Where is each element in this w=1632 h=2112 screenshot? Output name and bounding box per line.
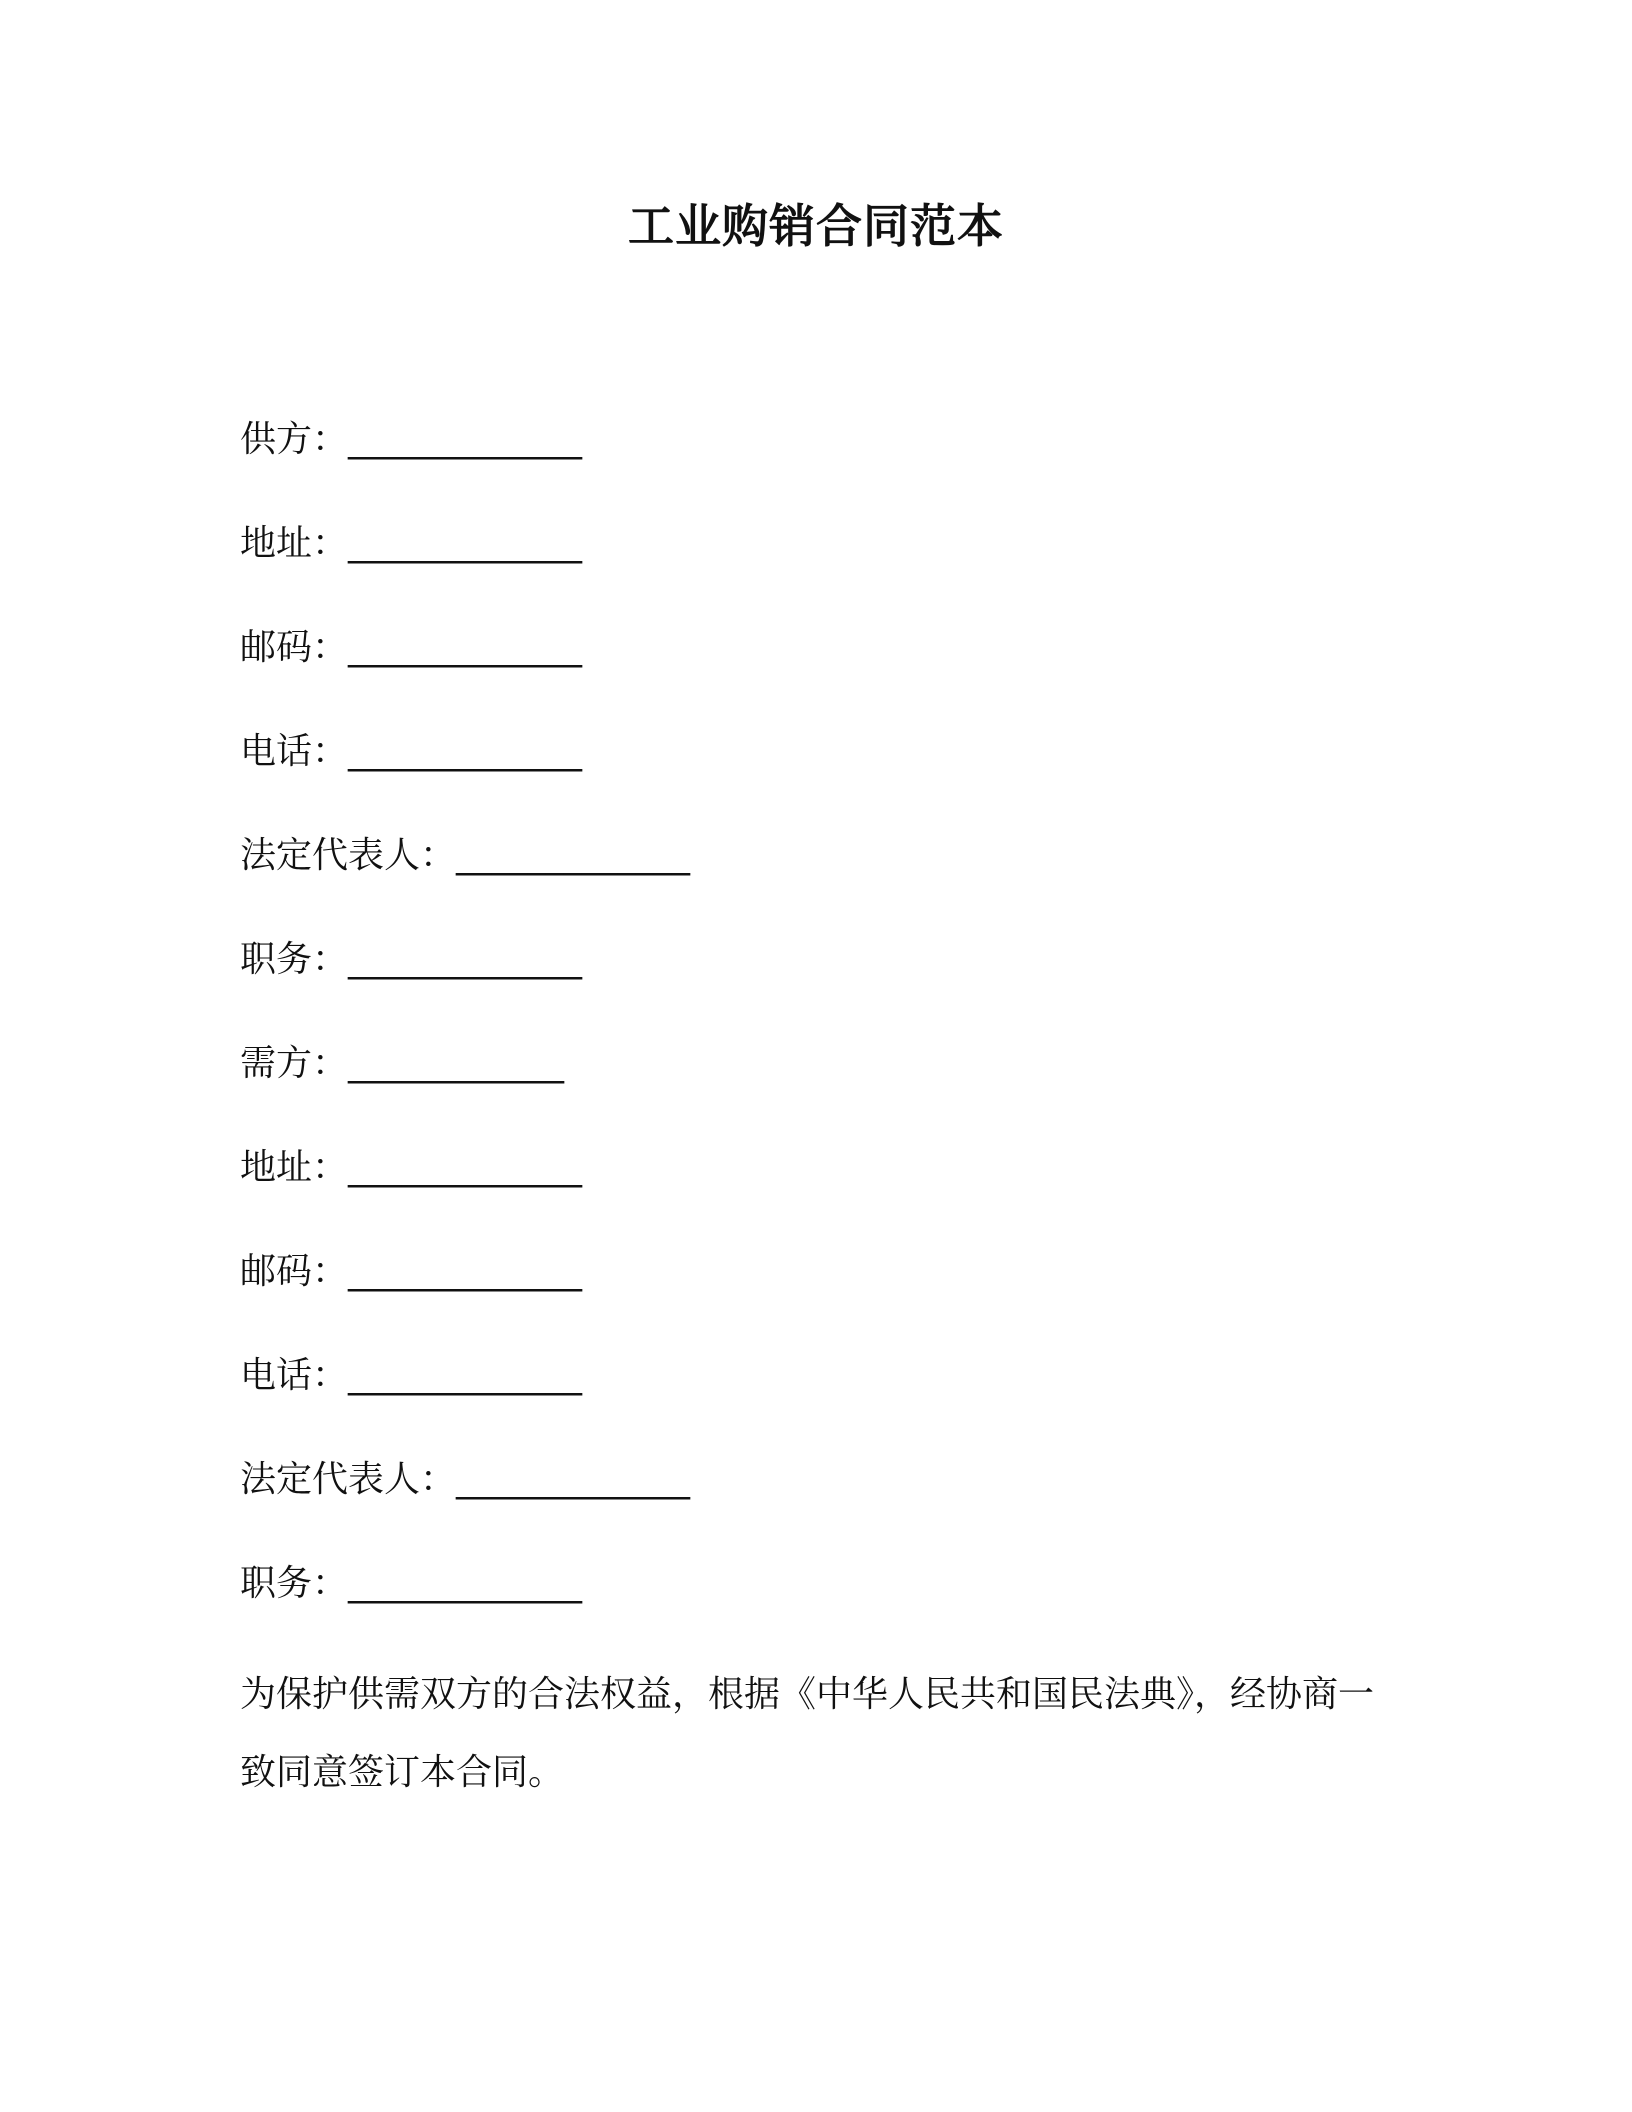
field-blank: _____________ [348,419,583,460]
preamble-paragraph: 为保护供需双方的合法权益，根据《中华人民共和国民法典》，经协商一致同意签订本合同。 [240,1674,1375,1793]
field-label: 需方： [240,1043,349,1084]
field-blank: _____________ [348,731,583,772]
field-label: 职务： [240,1563,349,1604]
field-label: 电话： [240,731,349,772]
buyer-field [240,1034,1390,1138]
supplier-position-field [240,930,1390,1034]
field-label: 邮码： [240,627,349,668]
buyer-phone-field [240,1346,1390,1450]
field-blank: _____________ [348,523,583,564]
document-title: 工业购销合同范本 [628,199,1004,253]
field-blank: _____________ [348,627,583,668]
field-blank: _____________ [456,835,691,876]
buyer-address-field [240,1138,1390,1242]
field-label: 电话： [240,1355,349,1396]
buyer-legal-rep-field [240,1450,1390,1554]
buyer-position-field [240,1554,1390,1658]
field-label: 供方： [240,419,349,460]
field-blank: _____________ [348,1563,583,1604]
supplier-legal-rep-field [240,826,1390,930]
field-label: 法定代表人： [240,1459,457,1500]
buyer-postcode-field [240,1242,1390,1346]
field-label: 地址： [240,523,349,564]
supplier-phone-field [240,722,1390,826]
supplier-postcode-field [240,618,1390,722]
supplier-field [240,410,1390,514]
field-blank: _____________ [348,1251,583,1292]
field-blank: _____________ [456,1459,691,1500]
field-blank: _____________ [348,1147,583,1188]
field-label: 法定代表人： [240,835,457,876]
field-label: 邮码： [240,1251,349,1292]
field-label: 职务： [240,939,349,980]
supplier-address-field [240,514,1390,618]
party-fields [240,410,1390,1658]
field-label: 地址： [240,1147,349,1188]
field-blank: _____________ [348,939,583,980]
field-blank: ____________ [348,1043,565,1084]
field-blank: _____________ [348,1355,583,1396]
